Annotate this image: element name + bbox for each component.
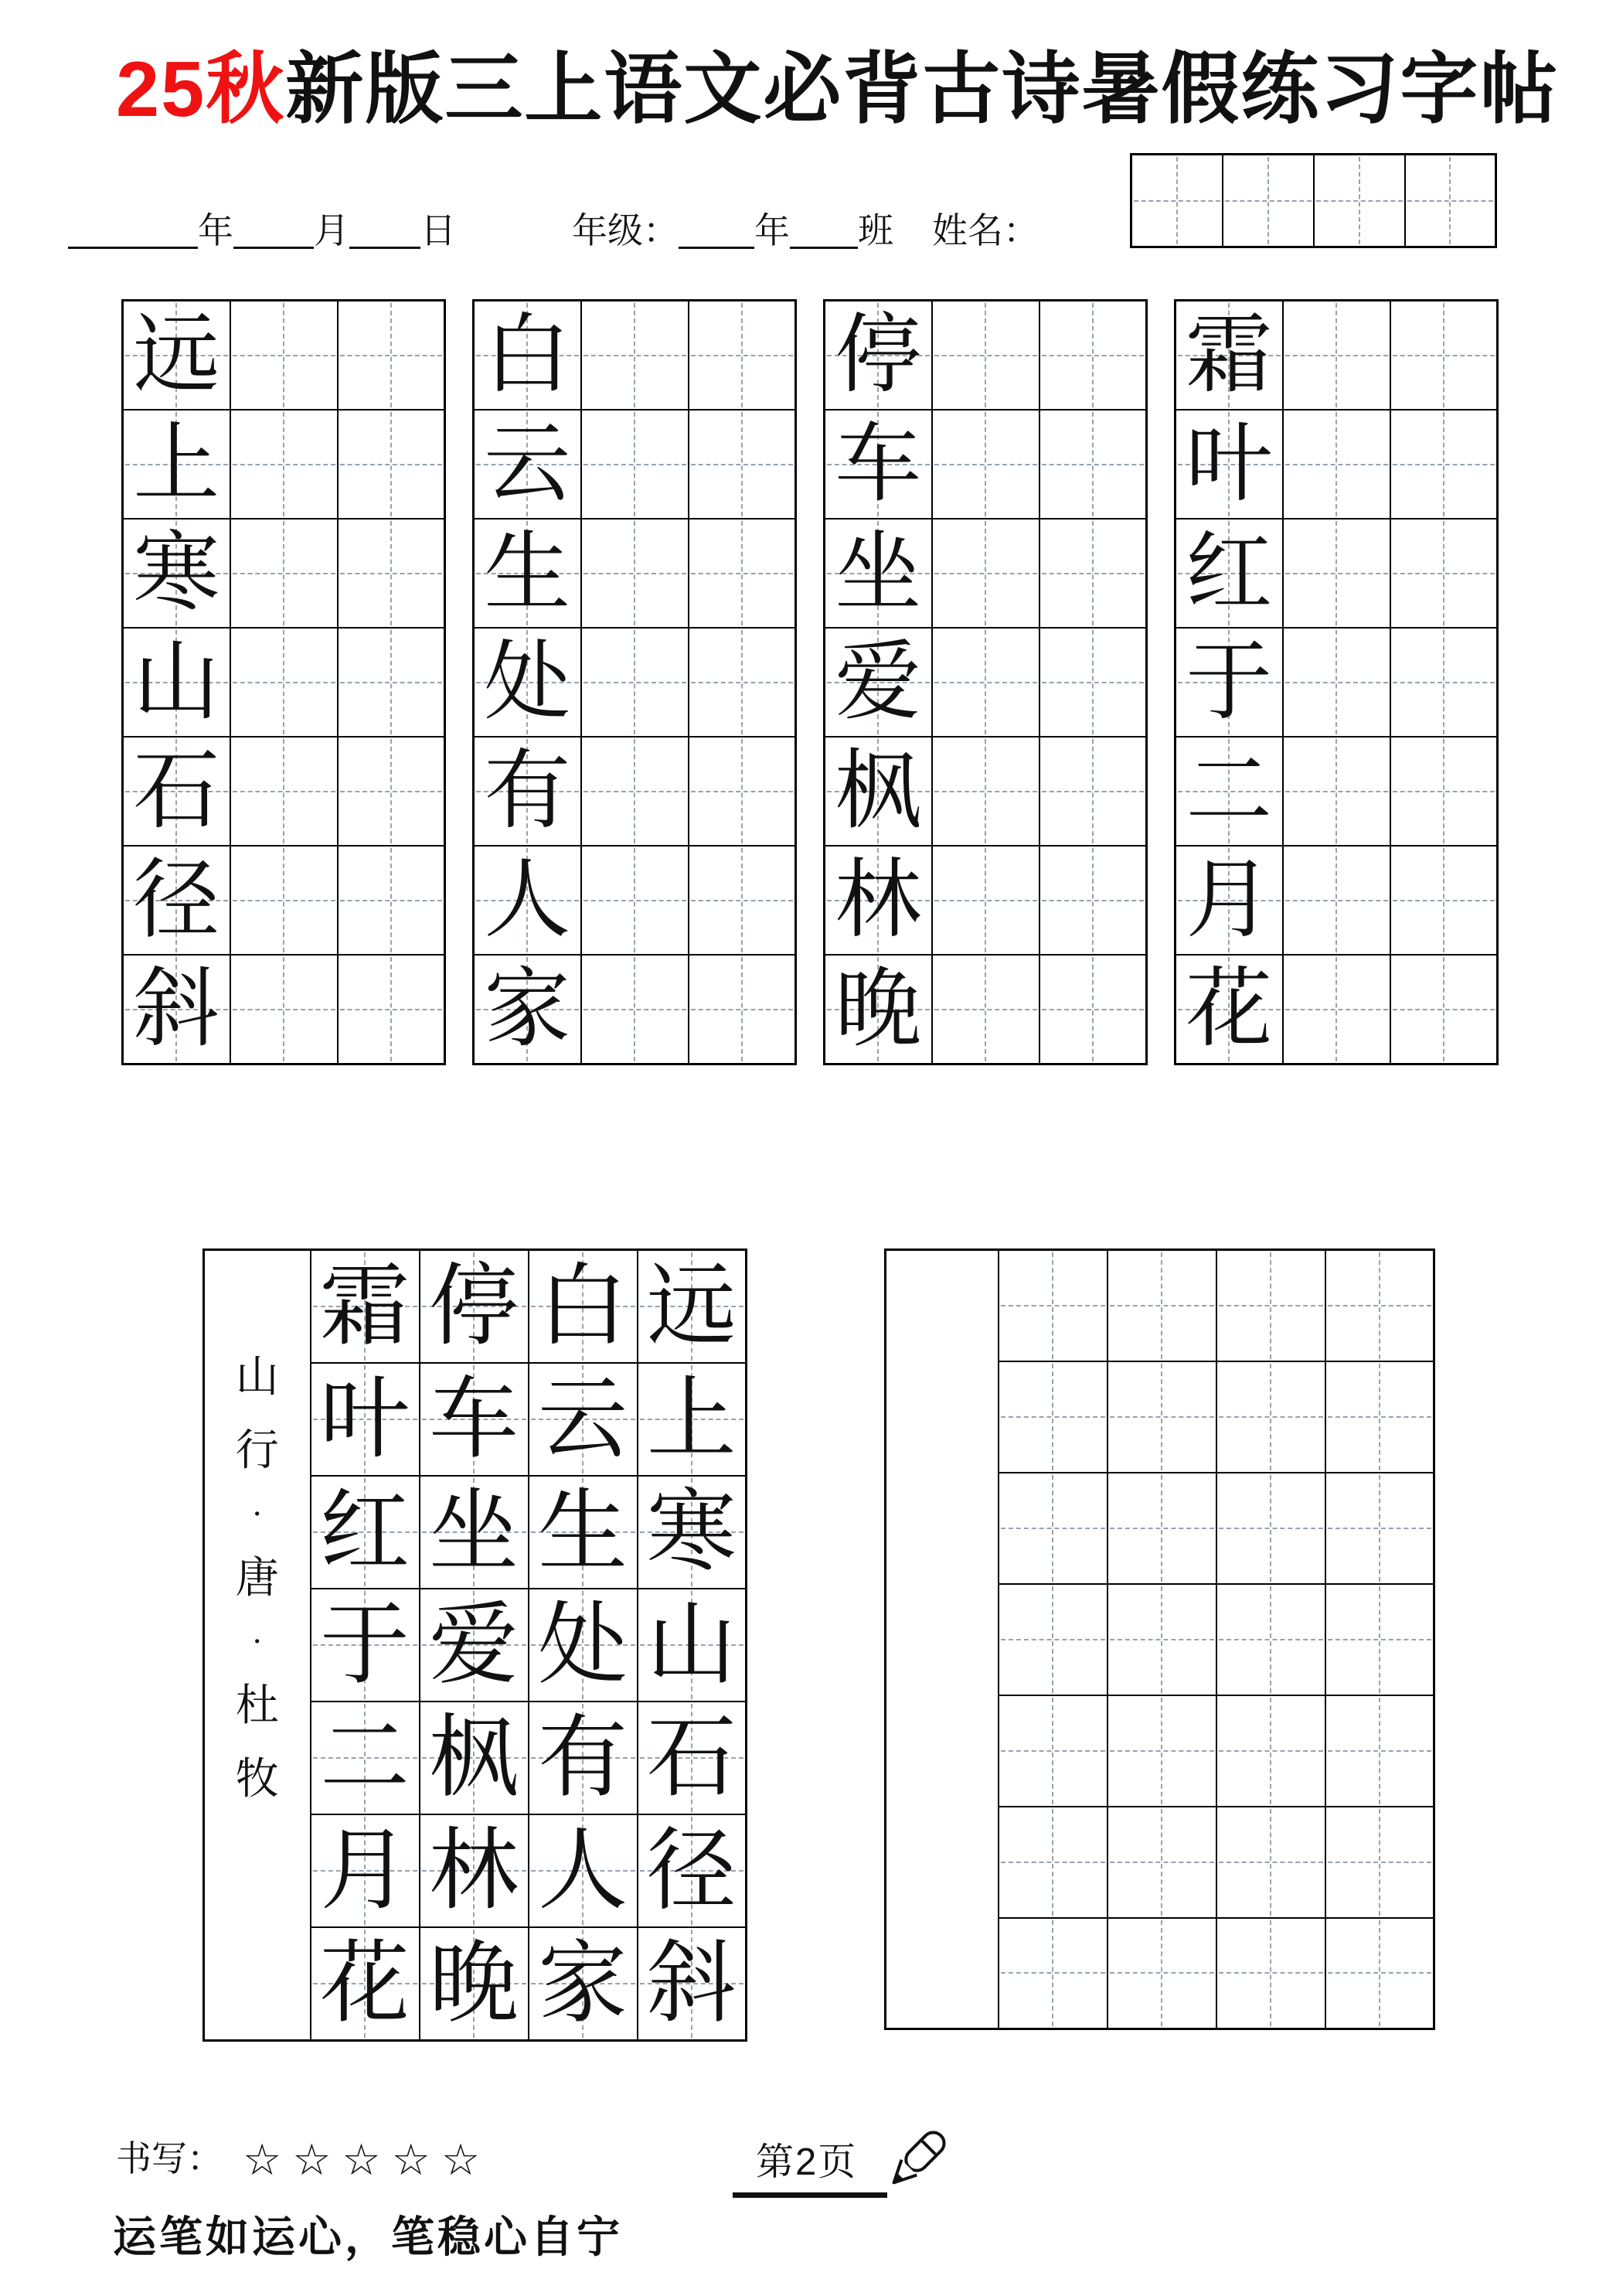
tian-cell [230,628,338,737]
poem-char: 晚 [835,959,922,1059]
poem-char: 生 [484,523,571,623]
poem-char: 山 [133,632,220,732]
tian-cell [1314,155,1405,247]
tian-cell [581,737,689,846]
tian-cell [689,628,796,737]
tian-cell [932,955,1039,1065]
practice-row [1176,301,1498,410]
tian-cell [1283,410,1390,519]
poem-char: 处 [538,1593,628,1697]
poem-char: 石 [646,1705,737,1810]
tian-cell [638,1250,747,1364]
tian-cell [311,1589,420,1702]
page-number: 第2页 [756,2141,858,2183]
tian-cell [230,846,338,955]
name-grid-row [1131,155,1496,247]
tian-cell [1108,1473,1216,1584]
tian-cell [1283,519,1390,628]
practice-row [123,955,445,1065]
poem-char: 斜 [133,959,220,1059]
tian-cell [638,1814,747,1927]
tian-cell [338,737,445,846]
practice-row [123,737,445,846]
practice-row [825,955,1147,1065]
poem-char: 有 [484,741,571,841]
tian-cell [338,301,445,410]
tian-cell [999,1473,1108,1584]
tian-cell [825,955,932,1065]
tian-cell [638,1702,747,1814]
tian-cell [311,1363,420,1476]
tian-cell [1131,155,1223,247]
poem-char: 叶 [1186,414,1273,514]
tian-cell [1283,955,1390,1065]
tian-cell [1390,410,1498,519]
tian-cell [1039,628,1147,737]
poem-char: 车 [429,1367,519,1471]
page-title [116,26,1559,138]
tian-cell [338,955,445,1065]
practice-row [1176,955,1498,1065]
poem-char: 云 [538,1367,628,1471]
poem-char: 处 [484,632,571,732]
poem-char: 远 [646,1254,737,1358]
copy-grid-filled [202,1248,747,2042]
tian-cell [932,519,1039,628]
tian-cell [999,1918,1108,2029]
tian-cell [999,1250,1108,1361]
poem-char: 寒 [133,523,220,623]
poem-char: 人 [538,1818,628,1923]
tian-cell [689,737,796,846]
grade-class-blank [790,210,858,249]
tian-cell [420,1927,529,2041]
tian-cell [1176,519,1283,628]
tian-cell [1390,301,1498,410]
poem-char: 月 [1186,850,1273,950]
poem-char: 枫 [429,1705,519,1810]
info-line [68,203,1039,254]
poem-char: 二 [1186,741,1273,841]
tian-cell [1108,1918,1216,2029]
grade-class-label: 班 [858,210,893,251]
tian-cell [1176,628,1283,737]
poem-char: 二 [320,1705,410,1810]
practice-row [825,301,1147,410]
tian-cell [123,301,230,410]
practice-row [474,955,796,1065]
poem-char: 上 [646,1367,737,1471]
poem-char: 红 [320,1480,410,1584]
tian-cell [474,301,581,410]
practice-row [1176,410,1498,519]
tian-cell [230,737,338,846]
tian-cell [638,1589,747,1702]
date-day-blank [349,210,420,249]
title-highlight: 25秋 [116,46,286,133]
tian-cell [1325,1584,1434,1695]
poem-char: 人 [484,850,571,950]
tian-cell [1216,1584,1325,1695]
poem-char: 云 [484,414,571,514]
tian-cell [1325,1807,1434,1918]
tian-cell [1108,1361,1216,1473]
practice-row [123,846,445,955]
tian-cell [1325,1250,1434,1361]
poem-char: 林 [835,850,922,950]
poem-char: 寒 [646,1480,737,1584]
tian-cell [638,1476,747,1589]
tian-cell [1108,1250,1216,1361]
tian-cell [581,955,689,1065]
tian-cell [1283,628,1390,737]
tian-cell [1039,519,1147,628]
poem-char: 停 [835,305,922,405]
poem-char: 白 [538,1254,628,1358]
tian-cell [689,410,796,519]
tian-cell [1325,1473,1434,1584]
tian-cell [825,737,932,846]
tian-cell [1039,737,1147,846]
tian-cell [1108,1584,1216,1695]
practice-row [825,846,1147,955]
poem-char: 停 [429,1254,519,1358]
practice-row [123,301,445,410]
practice-row [825,737,1147,846]
tian-cell [1390,519,1498,628]
tian-cell [311,1927,420,2041]
empty-label-cell [886,1250,999,2029]
tian-cell [338,519,445,628]
poem-label-char: 杜 [235,1681,279,1731]
tian-cell [1325,1918,1434,2029]
tian-cell [529,1476,638,1589]
tian-cell [825,846,932,955]
practice-row [474,846,796,955]
tian-cell [581,410,689,519]
poem-char: 爱 [835,632,922,732]
tian-cell [1390,628,1498,737]
date-year-blank [68,210,198,249]
poem-char: 枫 [835,741,922,841]
poem-label-char: 牧 [235,1754,279,1804]
practice-row [123,519,445,628]
rating-line [116,2131,491,2185]
tian-cell [1039,846,1147,955]
poem-label-char: 山 [235,1352,279,1402]
date-month-blank [233,210,314,249]
tian-cell [1216,1918,1325,2029]
poem-char: 生 [538,1480,628,1584]
tian-cell [825,519,932,628]
poem-char: 叶 [320,1367,410,1471]
tian-cell [474,410,581,519]
poem-char: 家 [484,959,571,1059]
poem-char: 林 [429,1818,519,1923]
name-grid [1130,153,1497,248]
tian-cell [999,1695,1108,1807]
tian-cell [529,1250,638,1364]
page-number-underline [733,2192,887,2198]
poem-char: 霜 [1186,305,1273,405]
poem-char: 花 [320,1931,410,2035]
poem-char: 坐 [429,1480,519,1584]
tian-cell [1283,737,1390,846]
tian-cell [230,410,338,519]
tian-cell [311,1476,420,1589]
year-label: 年 [198,210,233,251]
practice-row [474,628,796,737]
tian-cell [1176,846,1283,955]
poem-char: 爱 [429,1593,519,1697]
tian-cell [420,1589,529,1702]
practice-row [474,737,796,846]
tian-cell [1325,1695,1434,1807]
tian-cell [1176,737,1283,846]
poem-char: 月 [320,1818,410,1923]
poem-char: 石 [133,741,220,841]
tian-cell [338,846,445,955]
tian-cell [1176,410,1283,519]
tian-cell [1216,1361,1325,1473]
tian-cell [638,1927,747,2041]
tian-cell [1390,955,1498,1065]
practice-row [1176,628,1498,737]
tian-cell [123,410,230,519]
poem-title-label-cell [204,1250,311,2041]
poem-char: 山 [646,1593,737,1697]
poem-char: 有 [538,1705,628,1810]
tian-cell [123,955,230,1065]
tian-cell [338,628,445,737]
tian-cell [1176,955,1283,1065]
poem-label-char: 行 [235,1426,279,1476]
tian-cell [1039,410,1147,519]
tian-cell [689,846,796,955]
tian-cell [529,1589,638,1702]
poem-char: 红 [1186,523,1273,623]
tian-cell [1223,155,1314,247]
poem-char: 于 [1186,632,1273,732]
tian-cell [311,1250,420,1364]
tian-cell [420,1250,529,1364]
tian-cell [1405,155,1496,247]
tian-cell [1216,1807,1325,1918]
copy-row [886,1250,1434,1361]
tian-cell [932,301,1039,410]
tian-cell [825,410,932,519]
tian-cell [338,410,445,519]
tian-cell [311,1814,420,1927]
pen-icon [875,2117,960,2202]
tian-cell [474,519,581,628]
tian-cell [420,1702,529,1814]
tian-cell [999,1584,1108,1695]
tian-cell [932,846,1039,955]
poem-char: 家 [538,1931,628,2035]
tian-cell [1283,301,1390,410]
practice-row [123,628,445,737]
poem-char: 花 [1186,959,1273,1059]
rating-stars: ☆☆☆☆☆ [243,2135,492,2185]
copy-row [204,1250,747,1364]
tian-cell [638,1363,747,1476]
title-text: 新版三上语文必背古诗暑假练习字帖 [285,46,1560,133]
tian-cell [311,1702,420,1814]
poem-char: 白 [484,305,571,405]
practice-block-4 [1174,299,1499,1065]
practice-row [825,410,1147,519]
tian-cell [1283,846,1390,955]
tian-cell [1176,301,1283,410]
tian-cell [230,519,338,628]
tian-cell [474,628,581,737]
tian-cell [474,737,581,846]
tian-cell [123,628,230,737]
practice-row [474,410,796,519]
practice-block-2 [472,299,797,1065]
poem-label-char: · [252,1497,263,1532]
tian-cell [1325,1361,1434,1473]
practice-block-3 [823,299,1148,1065]
tian-cell [1390,846,1498,955]
tian-cell [529,1363,638,1476]
motto-text: 运笔如运心，笔稳心自宁 [113,2213,623,2261]
tian-cell [1216,1250,1325,1361]
practice-row [123,410,445,519]
poem-char: 坐 [835,523,922,623]
tian-cell [581,519,689,628]
poem-title-vertical [205,1251,310,1816]
poem-char: 上 [133,414,220,514]
tian-cell [123,846,230,955]
poem-char: 远 [133,305,220,405]
tian-cell [1390,737,1498,846]
tian-cell [825,628,932,737]
practice-row [1176,519,1498,628]
tian-cell [999,1361,1108,1473]
tian-cell [689,955,796,1065]
tian-cell [1039,301,1147,410]
tian-cell [825,301,932,410]
tian-cell [932,737,1039,846]
tian-cell [123,519,230,628]
tian-cell [529,1702,638,1814]
practice-row [825,628,1147,737]
grade-year-label: 年 [754,210,790,251]
practice-block-1 [121,299,446,1065]
copy-grid-empty [884,1248,1435,2030]
tian-cell [999,1807,1108,1918]
tian-cell [1108,1695,1216,1807]
tian-cell [420,1476,529,1589]
practice-row [474,519,796,628]
month-label: 月 [314,210,349,251]
tian-cell [1108,1807,1216,1918]
tian-cell [230,955,338,1065]
tian-cell [420,1814,529,1927]
tian-cell [474,955,581,1065]
tian-cell [529,1814,638,1927]
grade-year-blank [679,210,754,249]
tian-cell [932,410,1039,519]
poem-char: 径 [646,1818,737,1923]
practice-row [474,301,796,410]
poem-char: 斜 [646,1931,737,2035]
tian-cell [932,628,1039,737]
tian-cell [689,519,796,628]
poem-label-char: · [252,1624,263,1660]
tian-cell [1216,1473,1325,1584]
tian-cell [689,301,796,410]
poem-char: 车 [835,414,922,514]
day-label: 日 [420,210,456,251]
poem-label-char: 唐 [235,1553,279,1603]
practice-row [825,519,1147,628]
tian-cell [474,846,581,955]
name-label: 姓名： [932,210,1039,251]
tian-cell [529,1927,638,2041]
poem-char: 于 [320,1593,410,1697]
rating-label: 书写： [116,2138,223,2179]
tian-cell [1216,1695,1325,1807]
practice-row [1176,737,1498,846]
tian-cell [123,737,230,846]
grade-label: 年级： [572,210,679,251]
tian-cell [581,301,689,410]
tian-cell [581,846,689,955]
poem-char: 径 [133,850,220,950]
tian-cell [1039,955,1147,1065]
tian-cell [230,301,338,410]
poem-char: 晚 [429,1931,519,2035]
tian-cell [420,1363,529,1476]
practice-row [1176,846,1498,955]
poem-char: 霜 [320,1254,410,1358]
tian-cell [581,628,689,737]
